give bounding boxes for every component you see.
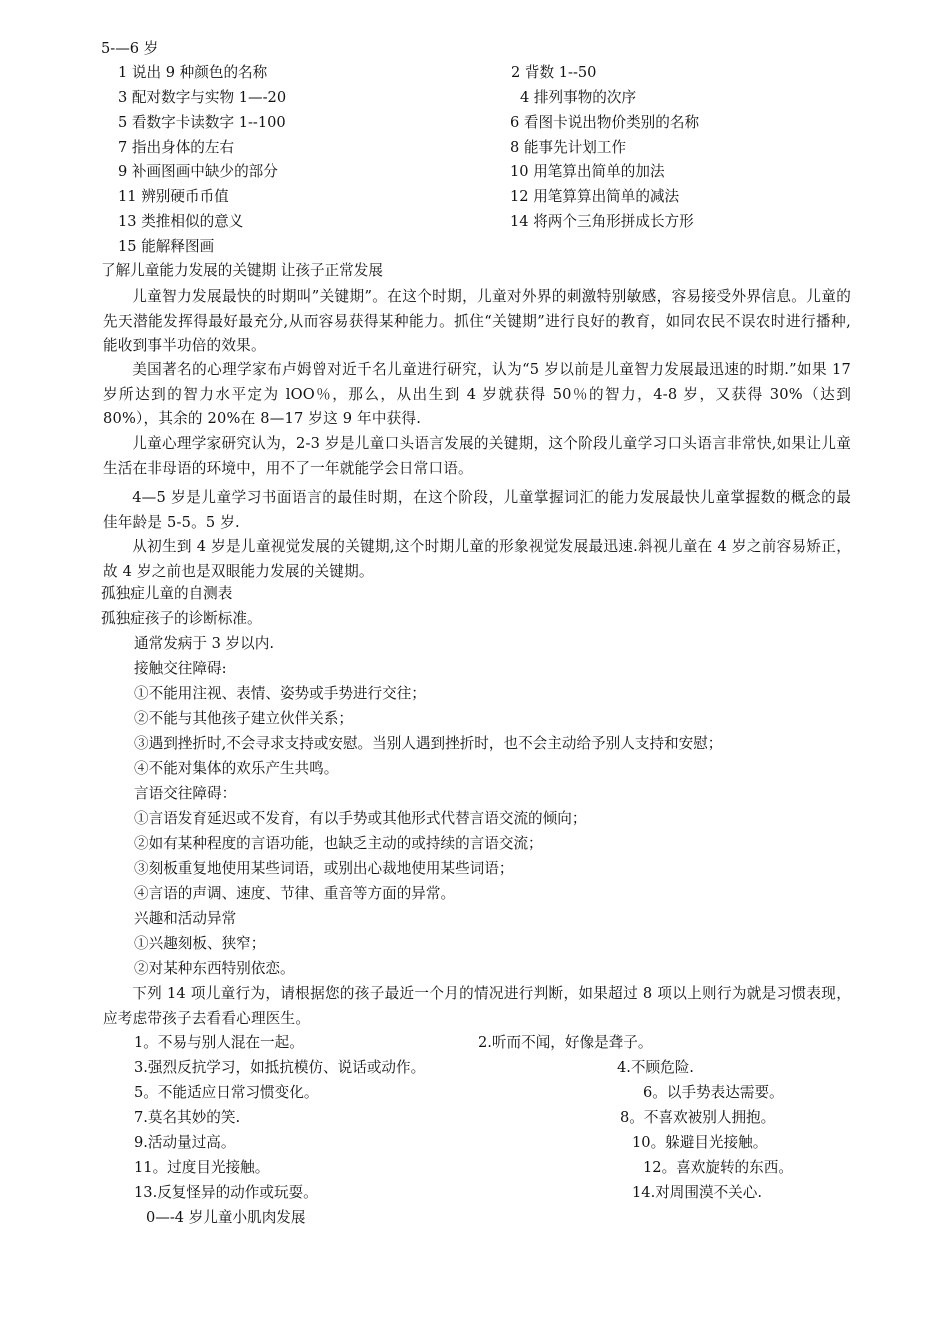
section-heading-critical-period: 了解儿童能力发展的关键期 让孩子正常发展 bbox=[101, 262, 383, 279]
onset-text: 通常发病于 3 岁以内. bbox=[134, 635, 274, 652]
paragraph: 4—5 岁是儿童学习书面语言的最佳时期，在这个阶段，儿童掌握词汇的能力发展最快儿童掌握数的概念的最佳年龄是 5-5。5 岁. bbox=[103, 489, 851, 531]
list-item: 15 能解释图画 bbox=[118, 238, 215, 255]
behavior-item: 8。不喜欢被别人拥抱。 bbox=[620, 1109, 776, 1126]
list-item: ③遇到挫折时,不会寻求支持或安慰。当别人遇到挫折时，也不会主动给予别人支持和安慰； bbox=[134, 735, 723, 752]
list-item: 2 背数 1--50 bbox=[511, 64, 597, 81]
list-item: 11 辨别硬币币值 bbox=[118, 188, 229, 205]
list-item: 6 看图卡说出物价类别的名称 bbox=[510, 114, 700, 131]
list-item: ①不能用注视、表情、姿势或手势进行交往； bbox=[134, 685, 426, 702]
list-item: 8 能事先计划工作 bbox=[510, 139, 627, 156]
list-item: 5 看数字卡读数字 1--100 bbox=[118, 114, 286, 131]
next-section-heading: 0—-4 岁儿童小肌肉发展 bbox=[146, 1209, 306, 1226]
list-item: 10 用笔算出简单的加法 bbox=[510, 163, 665, 180]
list-item: 4 排列事物的次序 bbox=[520, 89, 637, 106]
behavior-item: 4.不顾危险. bbox=[617, 1059, 694, 1076]
list-item: 7 指出身体的左右 bbox=[118, 139, 235, 156]
behavior-item: 13.反复怪异的动作或玩耍。 bbox=[134, 1184, 318, 1201]
list-item: ④言语的声调、速度、节律、重音等方面的异常。 bbox=[134, 885, 456, 902]
list-item: 1 说出 9 种颜色的名称 bbox=[118, 64, 268, 81]
list-item: 3 配对数字与实物 1—-20 bbox=[118, 89, 287, 106]
behavior-item: 9.活动量过高。 bbox=[134, 1134, 236, 1151]
paragraph: 儿童智力发展最快的时期叫”关键期”。在这个时期，儿童对外界的刺激特别敏感，容易接受外界信息。儿童的先天潜能发挥得最好最充分,从而容易获得某种能力。抓住“关键期”进行良好的教育，如同农民不误农时进行播种,能收到事半功倍的效果。 bbox=[103, 288, 851, 355]
instruction-paragraph: 下列 14 项儿童行为，请根据您的孩子最近一个月的情况进行判断，如果超过 8 项以上则行为就是习惯表现，应考虑带孩子去看看心理医生。 bbox=[103, 985, 851, 1027]
list-item: ①言语发育延迟或不发育，有以手势或其他形式代替言语交流的倾向； bbox=[134, 810, 587, 827]
autism-title: 孤独症儿童的自测表 bbox=[101, 585, 233, 602]
behavior-item: 11。过度目光接触。 bbox=[134, 1159, 270, 1176]
behavior-item: 7.莫名其妙的笑. bbox=[134, 1109, 241, 1126]
paragraph: 儿童心理学家研究认为，2-3 岁是儿童口头语言发展的关键期，这个阶段儿童学习口头语言非常快,如果让儿童生活在非母语的环境中，用不了一年就能学会日常口语。 bbox=[103, 435, 851, 477]
section-heading-5-6: 5-—6 岁 bbox=[101, 40, 159, 57]
list-item: ①兴趣刻板、狭窄； bbox=[134, 935, 266, 952]
list-item: 12 用笔算算出简单的减法 bbox=[510, 188, 680, 205]
behavior-item: 3.强烈反抗学习，如抵抗模仿、说话或动作。 bbox=[134, 1059, 426, 1076]
contact-heading: 接触交往障碍: bbox=[134, 660, 227, 677]
list-item: ②如有某种程度的言语功能，也缺乏主动的或持续的言语交流； bbox=[134, 835, 543, 852]
list-item: ②对某种东西特别依恋。 bbox=[134, 960, 295, 977]
paragraph: 美国著名的心理学家布卢姆曾对近千名儿童进行研究，认为“5 岁以前是儿童智力发展最迅速的时期.”如果 17 岁所达到的智力水平定为 lOO％，那么，从出生到 4 岁就获得 50％的智力，4-8 岁，又获得 30%（达到 80%），其余的 20%在 8—17 岁这 9 年中获得. bbox=[103, 361, 851, 428]
interest-heading: 兴趣和活动异常 bbox=[134, 910, 237, 927]
behavior-item: 6。以手势表达需要。 bbox=[643, 1084, 784, 1101]
list-item: ③刻板重复地使用某些词语，或别出心裁地使用某些词语； bbox=[134, 860, 514, 877]
list-item: ②不能与其他孩子建立伙伴关系； bbox=[134, 710, 353, 727]
behavior-item: 12。喜欢旋转的东西。 bbox=[643, 1159, 793, 1176]
list-item: ④不能对集体的欢乐产生共鸣。 bbox=[134, 760, 339, 777]
paragraph: 从初生到 4 岁是儿童视觉发展的关键期,这个时期儿童的形象视觉发展最迅速.斜视儿童在 4 岁之前容易矫正，故 4 岁之前也是双眼能力发展的关键期。 bbox=[103, 538, 851, 580]
behavior-item: 1。不易与别人混在一起。 bbox=[134, 1034, 304, 1051]
list-item: 13 类推相似的意义 bbox=[118, 213, 244, 230]
behavior-item: 2.听而不闻，好像是聋子。 bbox=[478, 1034, 653, 1051]
autism-subtitle: 孤独症孩子的诊断标准。 bbox=[101, 610, 262, 627]
list-item: 9 补画图画中缺少的部分 bbox=[118, 163, 278, 180]
behavior-item: 14.对周围漠不关心. bbox=[632, 1184, 763, 1201]
behavior-item: 5。不能适应日常习惯变化。 bbox=[134, 1084, 319, 1101]
language-heading: 言语交往障碍： bbox=[134, 785, 237, 802]
behavior-item: 10。躲避目光接触。 bbox=[632, 1134, 768, 1151]
list-item: 14 将两个三角形拼成长方形 bbox=[510, 213, 694, 230]
